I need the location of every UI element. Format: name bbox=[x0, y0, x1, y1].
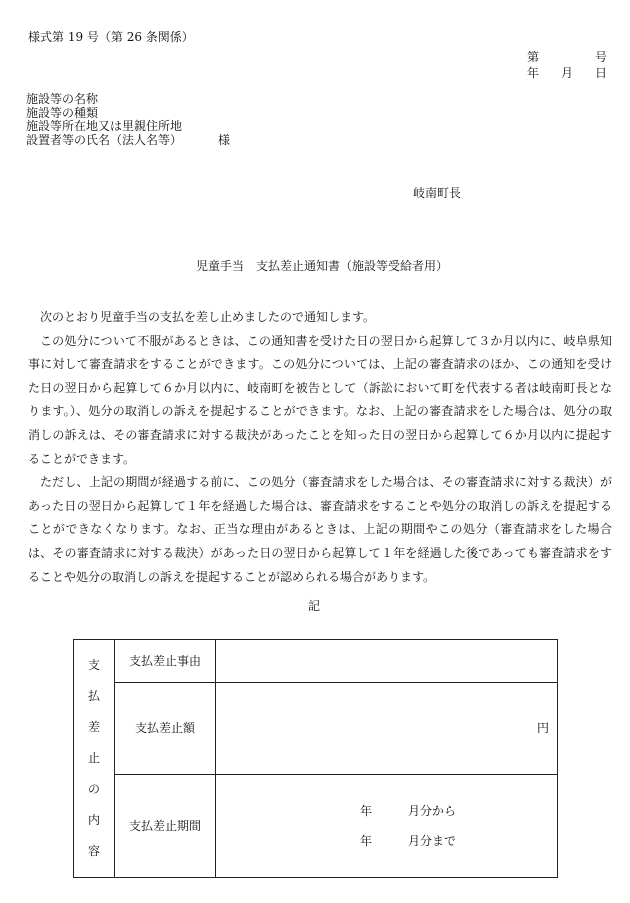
body-paragraph-2: この処分について不服があるときは、この通知書を受けた日の翌日から起算して３か月以内に、岐阜県知事に対して審査請求をすることができます。この処分については、上記の審査請求のほか、この通知を受けた日の翌日から起算して６か月以内に、岐南町を被告として（訴訟において町を代表する者は岐南町長となります。）、処分の取消しの訴えを提起することができます。なお、上記の審査請求をした場合は、処分の取消しの訴えは、その審査請求に対する裁決があったことを知った日の翌日から起算して６か月以内に提起することができます。 bbox=[28, 333, 612, 466]
reason-label: 支払差止事由 bbox=[115, 640, 216, 683]
vertical-char: 支 bbox=[87, 658, 100, 672]
period-to-month: 月分まで bbox=[408, 834, 457, 848]
period-from bbox=[360, 796, 557, 826]
document-title: 児童手当 支払差止通知書（施設等受給者用） bbox=[196, 259, 449, 273]
period-to-year: 年 bbox=[360, 834, 373, 848]
facility-address-label: 施設等所在地又は里親住所地 bbox=[26, 119, 183, 133]
details-table bbox=[73, 639, 558, 878]
body-paragraph-1: 次のとおり児童手当の支払を差し止めましたので通知します。 bbox=[40, 310, 376, 324]
facility-name-label: 施設等の名称 bbox=[26, 92, 99, 106]
recipient-block bbox=[26, 93, 230, 147]
founder-name-row bbox=[26, 134, 230, 148]
vertical-char: 差 bbox=[87, 720, 100, 734]
vertical-char: の bbox=[87, 782, 100, 796]
amount-value bbox=[216, 683, 558, 775]
date-month: 月 bbox=[561, 66, 574, 80]
body-text bbox=[28, 306, 612, 589]
amount-label: 支払差止額 bbox=[115, 683, 216, 775]
number-prefix: 第 bbox=[527, 50, 540, 64]
body-paragraph-3: ただし、上記の期間が経過する前に、この処分（審査請求をした場合は、その審査請求に対する裁決）があった日の翌日から起算して１年を経過した場合は、審査請求をすることや処分の取消しの訴えを提起することができなくなります。なお、正当な理由があるときは、上記の期間やこの処分（審査請求をした場合は、その審査請求に対する裁決）があった日の翌日から起算して１年を経過した後であっても審査請求をすることや処分の取消しの訴えを提起することが認められる場合があります。 bbox=[28, 475, 612, 584]
vertical-char: 払 bbox=[87, 689, 100, 703]
date-line bbox=[527, 66, 607, 80]
vertical-label-cell bbox=[74, 640, 115, 878]
number-suffix: 号 bbox=[595, 50, 608, 64]
amount-unit: 円 bbox=[536, 721, 549, 736]
form-number: 様式第 19 号（第 26 条関係） bbox=[28, 30, 194, 44]
date-day: 日 bbox=[595, 66, 608, 80]
reason-value bbox=[216, 640, 558, 683]
period-from-year: 年 bbox=[360, 804, 373, 818]
vertical-char: 容 bbox=[87, 844, 100, 858]
founder-name-label: 設置者等の氏名（法人名等） bbox=[26, 132, 183, 147]
period-value bbox=[216, 775, 558, 878]
honorific: 様 bbox=[218, 132, 231, 147]
period-to bbox=[360, 826, 557, 856]
period-label: 支払差止期間 bbox=[115, 775, 216, 878]
vertical-char: 内 bbox=[87, 813, 100, 827]
document-number-line bbox=[527, 50, 607, 64]
period-from-month: 月分から bbox=[408, 804, 457, 818]
vertical-char: 止 bbox=[87, 751, 100, 765]
date-year: 年 bbox=[527, 66, 540, 80]
facility-type-label: 施設等の種類 bbox=[26, 105, 99, 120]
ki-heading: 記 bbox=[308, 599, 321, 613]
issuer: 岐南町長 bbox=[413, 186, 462, 200]
